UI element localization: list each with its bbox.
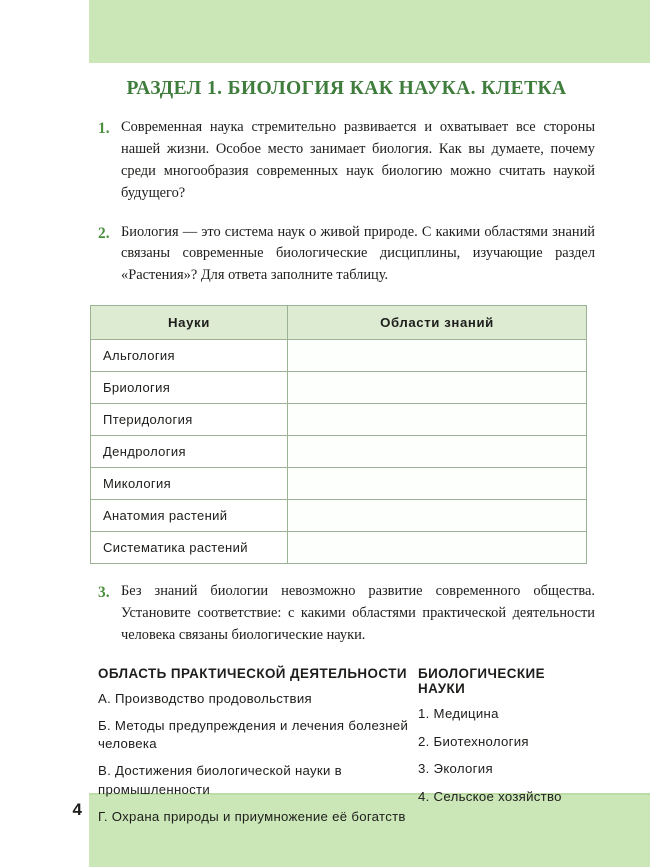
question-1-text: Современная наука стремительно развивается и охватывает все стороны нашей жизни. Особое место занимает биология. Как вы думаете, почему среди многообразия современных наук биологию можно считать наукой будущего? xyxy=(121,119,595,201)
table-row xyxy=(91,340,587,372)
matching-heading-activities: ОБЛАСТЬ ПРАКТИЧЕСКОЙ ДЕЯТЕЛЬНОСТИ xyxy=(98,665,407,681)
table-cell-science-name: Микология xyxy=(91,468,288,500)
matching-column-sciences xyxy=(418,666,595,834)
sciences-table xyxy=(90,305,587,564)
question-2 xyxy=(98,222,595,288)
sciences-table-body xyxy=(91,340,587,564)
sciences-table-wrapper xyxy=(90,305,586,564)
table-cell-areas-input[interactable] xyxy=(288,404,587,436)
table-header-sciences: Науки xyxy=(91,306,288,340)
question-1-number: 1. xyxy=(98,120,110,137)
list-item: Б. Методы предупреждения и лечения болезней человека xyxy=(98,717,409,752)
top-decorative-band xyxy=(89,0,650,65)
table-cell-science-name: Дендрология xyxy=(91,436,288,468)
table-cell-science-name: Птеридология xyxy=(91,404,288,436)
table-cell-areas-input[interactable] xyxy=(288,500,587,532)
table-cell-areas-input[interactable] xyxy=(288,468,587,500)
table-row xyxy=(91,468,587,500)
page-number: 4 xyxy=(72,800,82,819)
table-header-row xyxy=(91,306,587,340)
table-row xyxy=(91,532,587,564)
question-3-number: 3. xyxy=(98,584,110,602)
page-content-area xyxy=(0,63,650,824)
list-item: Г. Охрана природы и приумножение её богатств xyxy=(98,808,406,824)
table-row xyxy=(91,500,587,532)
table-cell-science-name: Бриология xyxy=(91,372,288,404)
table-header-areas: Области знаний xyxy=(288,306,587,340)
content-column xyxy=(98,63,595,834)
list-item: 1. Медицина xyxy=(418,705,499,721)
list-item: 3. Экология xyxy=(418,761,493,777)
page-title: РАЗДЕЛ 1. БИОЛОГИЯ КАК НАУКА. КЛЕТКА xyxy=(126,78,567,99)
table-cell-science-name: Систематика растений xyxy=(91,532,288,564)
list-item: В. Достижения биологической науки в промышленности xyxy=(98,763,342,797)
question-1 xyxy=(98,117,595,205)
matching-exercise xyxy=(98,666,595,834)
list-item: А. Производство продовольствия xyxy=(98,690,312,706)
table-cell-science-name: Альгология xyxy=(91,340,288,372)
list-item: 4. Сельское хозяйство xyxy=(418,789,562,805)
table-cell-areas-input[interactable] xyxy=(288,532,587,564)
table-cell-science-name: Анатомия растений xyxy=(91,500,288,532)
table-cell-areas-input[interactable] xyxy=(288,372,587,404)
table-cell-areas-input[interactable] xyxy=(288,340,587,372)
table-cell-areas-input[interactable] xyxy=(288,436,587,468)
question-2-text: Биология — это система наук о живой природе. С какими областями знаний связаны современные биологические дисциплины, изучающие раздел «Растения»? Для ответа заполните таблицу. xyxy=(121,223,595,284)
question-2-number: 2. xyxy=(98,224,110,242)
table-row xyxy=(91,372,587,404)
table-row xyxy=(91,436,587,468)
table-row xyxy=(91,404,587,436)
matching-column-activities xyxy=(98,666,418,834)
matching-heading-sciences: БИОЛОГИЧЕСКИЕ НАУКИ xyxy=(418,665,545,696)
question-3-text: Без знаний биологии невозможно развитие современного общества. Установите соответствие: с какими областями практической деятельности человека связаны биологические науки. xyxy=(121,583,595,644)
list-item: 2. Биотехнология xyxy=(418,733,529,749)
question-3 xyxy=(98,581,595,647)
